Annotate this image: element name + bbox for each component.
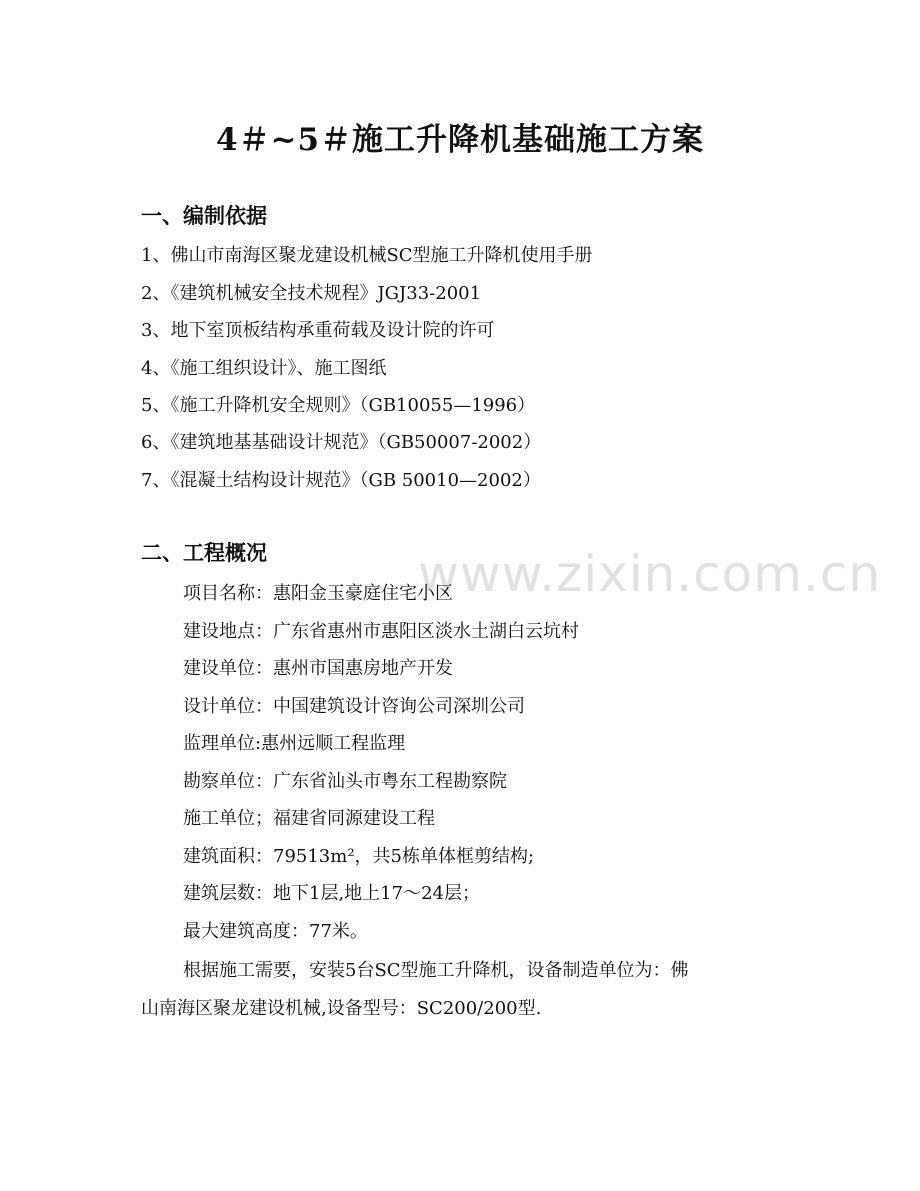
- basis-item: 3、地下室顶板结构承重荷载及设计院的许可: [141, 320, 495, 341]
- overview-item: 设计单位：中国建筑设计咨询公司深圳公司: [183, 696, 525, 717]
- overview-item: 建设地点：广东省惠州市惠阳区淡水土湖白云坑村: [183, 621, 579, 642]
- overview-item: 建筑层数：地下1层,地上17～24层；: [183, 883, 480, 904]
- basis-item: 7、《混凝土结构设计规范》（GB 50010—2002）: [141, 470, 541, 491]
- overview-item: 施工单位；福建省同源建设工程: [183, 808, 435, 829]
- basis-item: 6、《建筑地基基础设计规范》（GB50007-2002）: [141, 432, 542, 453]
- basis-item: 4、《施工组织设计》、施工图纸: [141, 358, 387, 379]
- overview-item: 勘察单位：广东省汕头市粤东工程勘察院: [183, 771, 507, 792]
- section-heading-basis: 一、编制依据: [141, 204, 267, 228]
- basis-item: 2、《建筑机械安全技术规程》JGJ33-2001: [141, 283, 482, 304]
- section-heading-overview: 二、工程概况: [141, 541, 267, 565]
- overview-item: 建筑面积：79513m²，共5栋单体框剪结构;: [183, 846, 535, 867]
- overview-item: 最大建筑高度：77米。: [183, 921, 368, 942]
- document-title: 4＃~5＃施工升降机基础施工方案: [215, 122, 705, 158]
- overview-paragraph-line: 山南海区聚龙建设机械,设备型号：SC200/200型.: [141, 998, 542, 1019]
- overview-item: 项目名称：惠阳金玉豪庭住宅小区: [183, 583, 453, 604]
- basis-item: 1、佛山市南海区聚龙建设机械SC型施工升降机使用手册: [141, 245, 593, 266]
- overview-paragraph-line: 根据施工需要，安装5台SC型施工升降机，设备制造单位为：佛: [183, 960, 689, 981]
- basis-item: 5、《施工升降机安全规则》（GB10055—1996）: [141, 395, 536, 416]
- overview-item: 建设单位：惠州市国惠房地产开发: [183, 658, 453, 679]
- watermark: www.zixin.com.cn: [418, 545, 882, 603]
- overview-item: 监理单位:惠州远顺工程监理: [183, 733, 406, 754]
